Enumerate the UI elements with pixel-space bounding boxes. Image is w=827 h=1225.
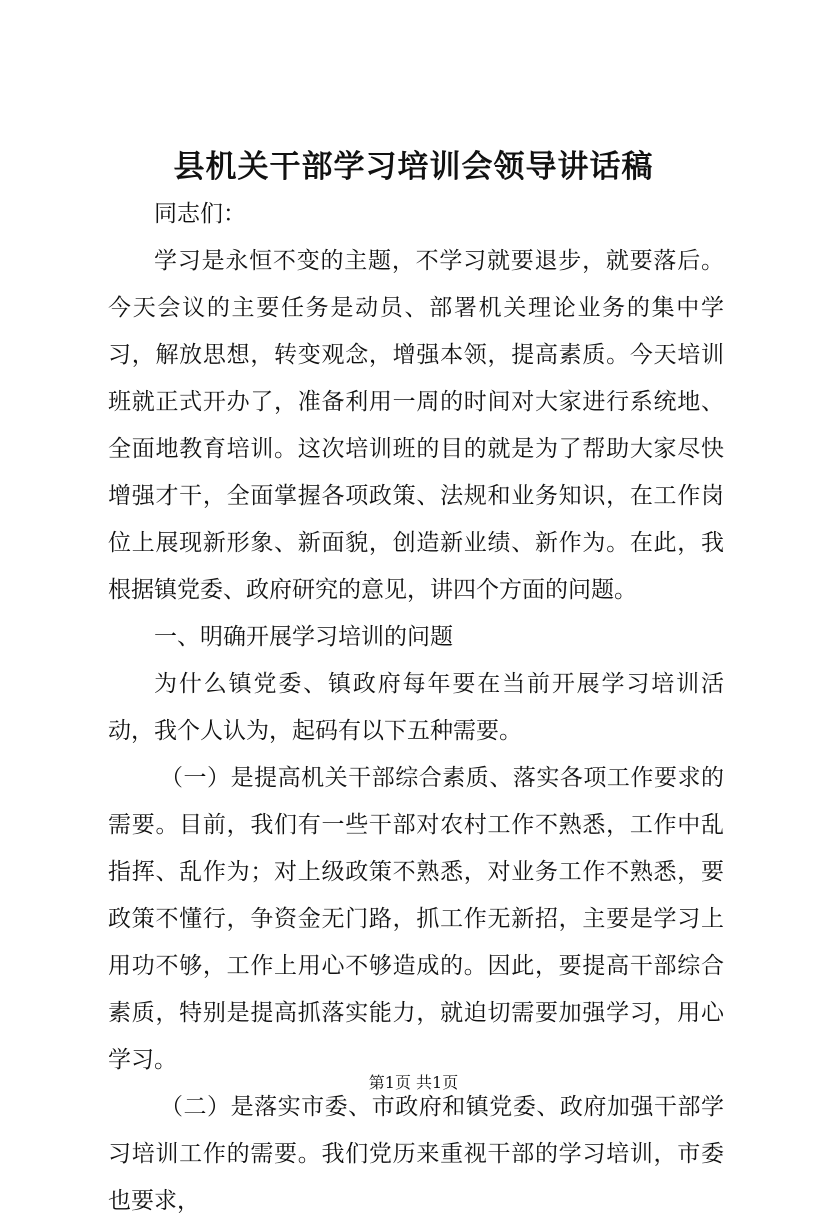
section-heading-1: 一、明确开展学习培训的问题 bbox=[154, 624, 453, 650]
salutation-paragraph: 同志们： bbox=[154, 201, 246, 227]
document-title: 县机关干部学习培训会领导讲话稿 bbox=[173, 149, 654, 185]
point-2-paragraph: （二）是落实市委、市政府和镇党委、政府加强干部学习培训工作的需要。我们党历来重视干部的学习培训，市委也要求， bbox=[108, 1094, 724, 1214]
point-1-paragraph: （一）是提高机关干部综合素质、落实各项工作要求的需要。目前，我们有一些干部对农村工作不熟悉，工作中乱指挥、乱作为；对上级政策不熟悉，对业务工作不熟悉，要政策不懂行，争资金无门路，抓工作无新招，主要是学习上用功不够，工作上用心不够造成的。因此，要提高干部综合素质，特别是提高抓落实能力，就迫切需要加强学习，用心学习。 bbox=[108, 765, 724, 1073]
question-paragraph: 为什么镇党委、镇政府每年要在当前开展学习培训活动，我个人认为，起码有以下五种需要。 bbox=[108, 671, 724, 744]
document-body bbox=[108, 191, 724, 1225]
page-number-footer: 第1页 共1页 bbox=[368, 1073, 459, 1092]
intro-paragraph: 学习是永恒不变的主题，不学习就要退步，就要落后。今天会议的主要任务是动员、部署机关理论业务的集中学习，解放思想，转变观念，增强本领，提高素质。今天培训班就正式开办了，准备利用一周的时间对大家进行系统地、全面地教育培训。这次培训班的目的就是为了帮助大家尽快增强才干，全面掌握各项政策、法规和业务知识，在工作岗位上展现新形象、新面貌，创造新业绩、新作为。在此，我根据镇党委、政府研究的意见，讲四个方面的问题。 bbox=[108, 248, 724, 603]
